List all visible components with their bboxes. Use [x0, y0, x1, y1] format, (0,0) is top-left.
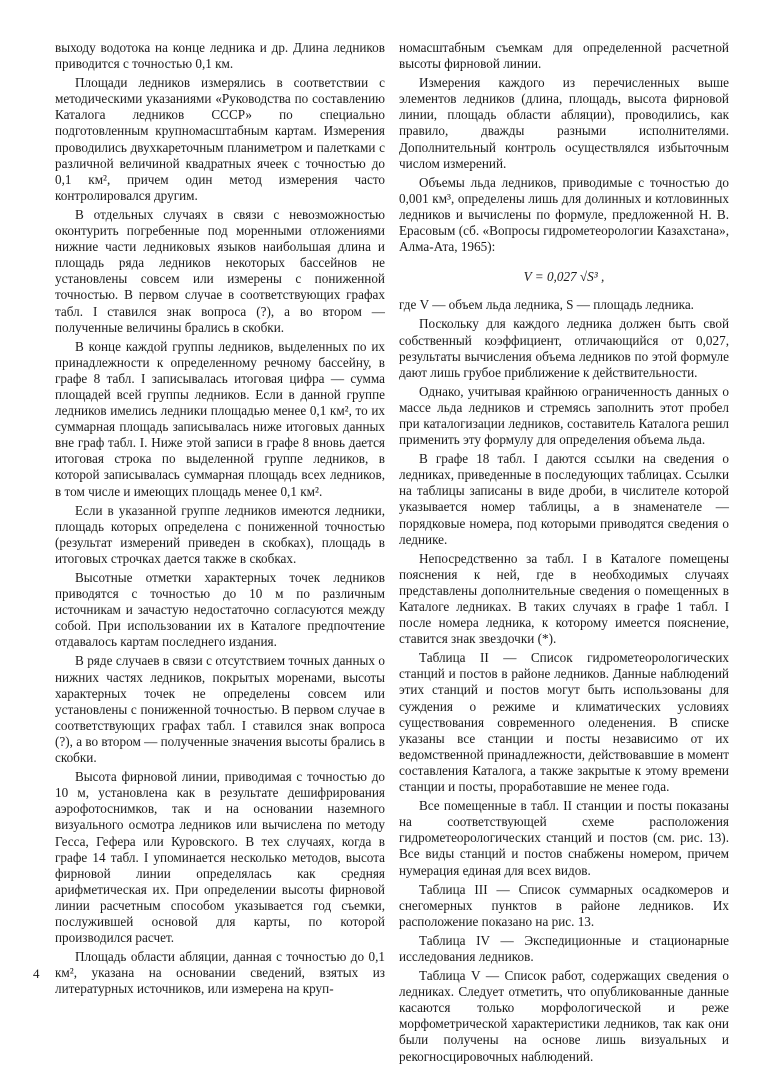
paragraph: Непосредственно за табл. I в Каталоге помещены пояснения к ней, где в необходимых случаях представлены дополнительные сведения о помещенных в Каталоге ледниках. В таких случаях в графе 1 табл. I после номера ледника, к которому имеется пояснение, ставится знак звездочки (*).: [399, 550, 729, 647]
left-column: [55, 40, 385, 1000]
paragraph: выходу водотока на конце ледника и др. Длина ледников приводится с точностью 0,1 км.: [55, 40, 385, 72]
paragraph: Высотные отметки характерных точек ледников приводятся с точностью до 10 м по различным источникам и зачастую недостаточно согласуются между собой. При использовании их в Каталоге предпочтение отдавалось картам последнего издания.: [55, 570, 385, 650]
paragraph: где V — объем льда ледника, S — площадь ледника.: [399, 297, 694, 313]
paragraph: Площади ледников измерялись в соответствии с методическими указаниями «Руководства по составлению Каталога ледников СССР» по специально подготовленным крупномасштабным картам. Измерения проводились двухкареточным планиметром и палетками с различной величиной квадратных ячеек с точностью до 0,1 км², причем один метод измерения часто контролировался другим.: [55, 75, 385, 203]
paragraph: В конце каждой группы ледников, выделенных по их принадлежности к определенному речному бассейну, в графе 8 табл. I записывалась итоговая цифра — сумма площадей всей группы ледников. Если в данной группе ледников имелись ледники площадью менее 0,1 км², то их суммарная площадь записывалась ниже итоговых данных вне граф табл. I. Ниже этой записи в графе 8 вновь дается итоговая строка по выделенной группе ледников, в которой записывалась суммарная площадь всех ледников, в том числе и имеющих площадь менее 0,1 км².: [55, 338, 385, 499]
paragraph: Таблица IV — Экспедиционные и стационарные исследования ледников.: [399, 932, 729, 964]
paragraph: Измерения каждого из перечисленных выше элементов ледников (длина, площадь, высота фирновой линии, площадь области абляции), проводились, как правило, дважды разными исполнителями. Дополнительный контроль осуществлялся избыточным числом измерений.: [399, 75, 729, 171]
volume-formula: V = 0,027 √S³ ,: [523, 269, 605, 285]
paragraph: В ряде случаев в связи с отсутствием точных данных о нижних частях ледников, покрытых моренами, высоты характерных точек не определены совсем или установлены с пониженной точностью. В первом случае в соответствующих графах табл. I ставился знак вопроса (?), а во втором — полученные значения высоты брались в скобки.: [55, 653, 385, 766]
right-column: [399, 40, 729, 1068]
paragraph: Все помещенные в табл. II станции и посты показаны на соответствующей схеме расположения гидрометеорологических станций и постов (см. рис. 13). Все виды станций и постов снабжены номером, причем нумерация единая для всех видов.: [399, 798, 729, 878]
paragraph: Таблица II — Список гидрометеорологических станций и постов в районе ледников. Данные наблюдений этих станций и постов могут быть использованы для суждения о режиме и климатических условиях существования современного оледенения. В списке указаны все станции и посты независимо от их ведомственной принадлежности, действовавшие в момент составления Каталога, а также закрытые к этому времени станции и посты, проработавшие не менее года.: [399, 650, 729, 795]
paragraph: номасштабным съемкам для определенной расчетной высоты фирновой линии.: [399, 40, 729, 72]
paragraph: Таблица V — Список работ, содержащих сведения о ледниках. Следует отметить, что опубликованные данные касаются только морфологической и реже морфометрической характеристики ледников, так как они были получены на основе лишь визуальных и рекогносцировочных наблюдений.: [399, 968, 729, 1064]
paragraph: Если в указанной группе ледников имеются ледники, площадь которых определена с пониженной точностью (результат измерений приведен в скобках), площадь в итоговых строчках дается также в скобках.: [55, 502, 385, 566]
paragraph: В графе 18 табл. I даются ссылки на сведения о ледниках, приведенные в последующих таблицах. Ссылки на таблицы записаны в виде дроби, в числителе которой указывается номер таблицы, а в знаменателе — порядковые номера, под которыми приводятся сведения о леднике.: [399, 451, 729, 547]
paragraph: Высота фирновой линии, приводимая с точностью до 10 м, установлена как в результате дешифрирования аэрофотоснимков, так и на основании наземного визуального осмотра ледников или вычислена по методу Гесса, Гефера или Куровского. В тех случаях, когда в графе 14 табл. I упоминается несколько методов, высота фирновой линии определялась как средняя арифметическая их. При определении высоты фирновой линии расчетным способом указывается год съемки, послужившей основой для карты, по которой производился расчет.: [55, 769, 385, 946]
paragraph: Поскольку для каждого ледника должен быть свой собственный коэффициент, отличающийся от 0,027, результаты вычисления объема ледников по этой формуле дают лишь грубое приближение к действительности.: [399, 316, 729, 380]
paragraph: Таблица III — Список суммарных осадкомеров и снегомерных пунктов в районе ледников. Их расположение показано на рис. 13.: [399, 881, 729, 929]
page-number: 4: [33, 966, 40, 981]
paragraph: Площадь области абляции, данная с точностью до 0,1 км², указана на основании сведений, взятых из литературных источников, или измерена на круп-: [55, 949, 385, 997]
paragraph: В отдельных случаях в связи с невозможностью оконтурить погребенные под моренными отложениями нижние части ледниковых языков наибольшая длина и площадь ряда ледников некоторых бассейнов не установлены совсем или измерены с пониженной точностью. В первом случае в соответствующих графах табл. I ставился знак вопроса (?), а во втором — полученные величины брались в скобки.: [55, 206, 385, 335]
paragraph: Однако, учитывая крайнюю ограниченность данных о массе льда ледников и стремясь заполнить этот пробел при каталогизации ледников, составитель Каталога решил применить эту формулу для определения объема льда.: [399, 383, 729, 448]
paragraph: Объемы льда ледников, приводимые с точностью до 0,001 км³, определены лишь для долинных и котловинных ледников и вычислены по формуле, предложенной Н. В. Ерасовым (сб. «Вопросы гидрометеорологии Казахстана», Алма-Ата, 1965):: [399, 174, 729, 255]
